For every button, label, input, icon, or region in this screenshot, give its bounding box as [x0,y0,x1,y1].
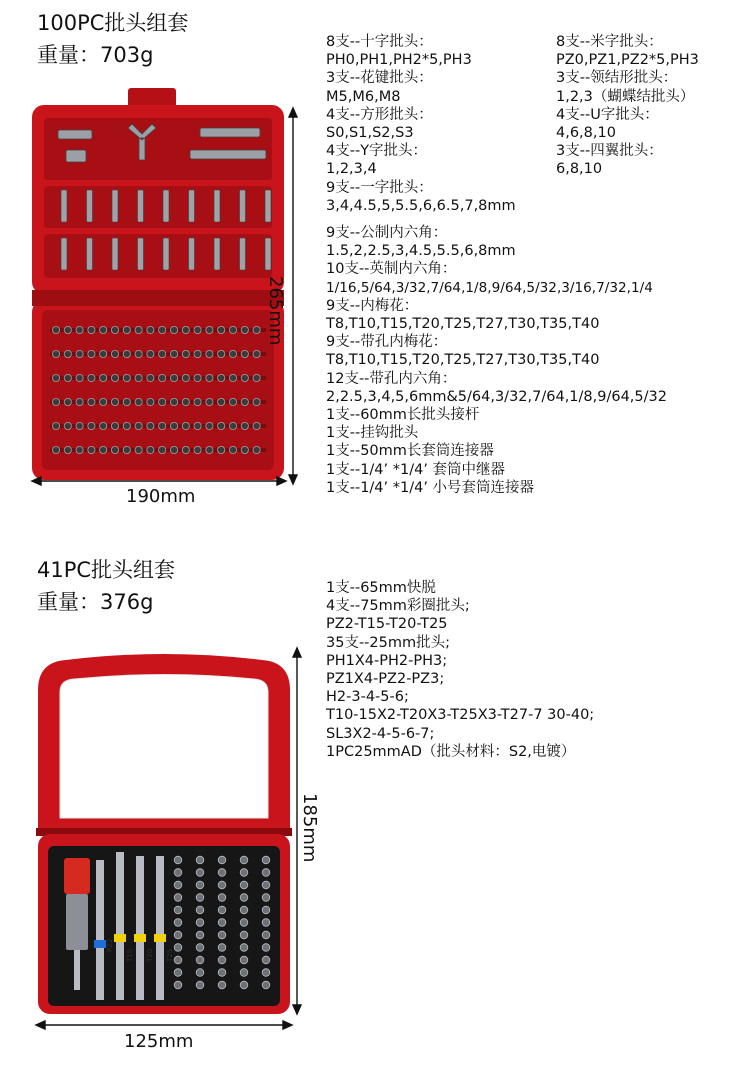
bit [196,906,204,914]
bit [196,931,204,939]
set1-height-label: 265mm [265,276,286,346]
set2-width-label: 125mm [124,1031,194,1052]
bit [218,981,226,989]
set2-title: 41PC批头组套 [37,558,176,582]
bit-label-t25: T25 [166,948,174,962]
spec-line: 1支--挂钩批头 [326,425,419,442]
bit [262,856,270,864]
spec-line: 9支--一字批头： [326,179,433,196]
spec-line: 3支--领结形批头： [556,70,678,87]
spec-line: 3,4,4.5,5,5.5,6,6.5,7,8mm [326,197,516,214]
bit [262,931,270,939]
bit [174,869,182,877]
bit [174,944,182,952]
bit-label-t15: T15 [126,948,134,962]
bit [196,869,204,877]
bit [240,894,248,902]
bit [262,906,270,914]
bit [262,919,270,927]
spec-line: S0,S1,S2,S3 [326,125,414,142]
bit [174,956,182,964]
bit [174,894,182,902]
spec-line: 6,8,10 [556,161,603,178]
bit [240,931,248,939]
spec-line: 1,2,3（蝴蝶结批头） [556,88,695,105]
spec-line: 3支--四翼批头： [556,143,663,160]
spec-line: 4支--75mm彩圈批头; [326,598,470,615]
spec-line: T8,T10,T15,T20,T25,T27,T30,T35,T40 [326,352,600,369]
bit [218,969,226,977]
spec-line: 1支--65mm快脱 [326,580,436,596]
bit [240,956,248,964]
bit [262,944,270,952]
bit [174,856,182,864]
spec-line: 4支--Y字批头： [326,143,428,160]
bit [262,869,270,877]
set1-width-label: 190mm [126,486,196,507]
bit [262,956,270,964]
bit [196,894,204,902]
bit [196,969,204,977]
spec-line: 9支--带孔内梅花： [326,334,448,351]
bit [174,969,182,977]
spec-line: 9支--公制内六角： [326,225,448,241]
spec-line: 1支--60mm长批头接杆 [326,407,480,424]
set2-height-label: 185mm [299,793,320,863]
set1-title: 100PC批头组套 [37,11,189,35]
bit [218,944,226,952]
bit [240,869,248,877]
spec-line: H2-3-4-5-6; [326,689,409,706]
bit [196,881,204,889]
spec-line: PH0,PH1,PH2*5,PH3 [326,52,472,69]
bit [174,931,182,939]
spec-line: 35支--25mm批头; [326,634,451,651]
bit [240,969,248,977]
bit [240,856,248,864]
spec-line: 10支--英制内六角： [326,261,457,278]
bit [174,919,182,927]
bit [240,881,248,889]
bit [174,981,182,989]
bit [262,981,270,989]
spec-line: PH1X4-PH2-PH3; [326,652,448,669]
spec-line: 8支--米字批头： [556,34,663,50]
spec-line: 4,6,8,10 [556,125,616,142]
spec-line: 9支--内梅花： [326,297,419,314]
set1-weight: 重量：703g [37,43,154,67]
spec-line: SL3X2-4-5-6-7; [326,725,435,742]
bit [262,969,270,977]
bit [196,856,204,864]
spec-line: 1支--1/4’ *1/4’ 套筒中继器 [326,461,506,478]
bit-label-t20: T20 [146,948,154,962]
bit [218,906,226,914]
spec-line: 1支--50mm长套筒连接器 [326,443,494,460]
bit [196,919,204,927]
spec-line: 1.5,2,2.5,3,4.5,5.5,6,8mm [326,243,516,260]
spec-line: M5,M6,M8 [326,88,401,105]
set2-weight: 重量：376g [37,590,154,614]
spec-line: PZ0,PZ1,PZ2*5,PH3 [556,52,699,69]
bit [218,931,226,939]
spec-line: T10-15X2-T20X3-T25X3-T27-7 30-40; [326,707,595,724]
bit [218,919,226,927]
bit [218,956,226,964]
spec-line: 8支--十字批头： [326,34,433,50]
spec-line: 1,2,3,4 [326,161,377,178]
bit [262,881,270,889]
bit [240,919,248,927]
bit [218,881,226,889]
bit-label-pz2: PZ2 [106,938,114,952]
bit [174,881,182,889]
bit [218,869,226,877]
bit [196,956,204,964]
spec-line: 1支--1/4’ *1/4’ 小号套筒连接器 [326,479,535,496]
bit [196,944,204,952]
spec-line: PZ2-T15-T20-T25 [326,616,448,633]
bit [196,981,204,989]
bit [240,944,248,952]
spec-line: 2,2.5,3,4,5,6mm&5/64,3/32,7/64,1/8,9/64,5/32 [326,388,667,405]
bit [218,856,226,864]
bit [262,894,270,902]
spec-line: 4支--U字批头： [556,106,659,123]
bit [218,894,226,902]
spec-line: PZ1X4-PZ2-PZ3; [326,671,445,688]
spec-line: 12支--带孔内六角： [326,370,457,387]
bit [240,981,248,989]
spec-line: T8,T10,T15,T20,T25,T27,T30,T35,T40 [326,316,600,333]
bit [174,906,182,914]
spec-line: 1/16,5/64,3/32,7/64,1/8,9/64,5/32,3/16,7/32,1/4 [326,279,653,296]
spec-line: 3支--花键批头： [326,70,433,87]
spec-line: 4支--方形批头： [326,106,433,123]
spec-line: 1PC25mmAD（批头材料：S2,电镀） [326,743,576,760]
bit [240,906,248,914]
